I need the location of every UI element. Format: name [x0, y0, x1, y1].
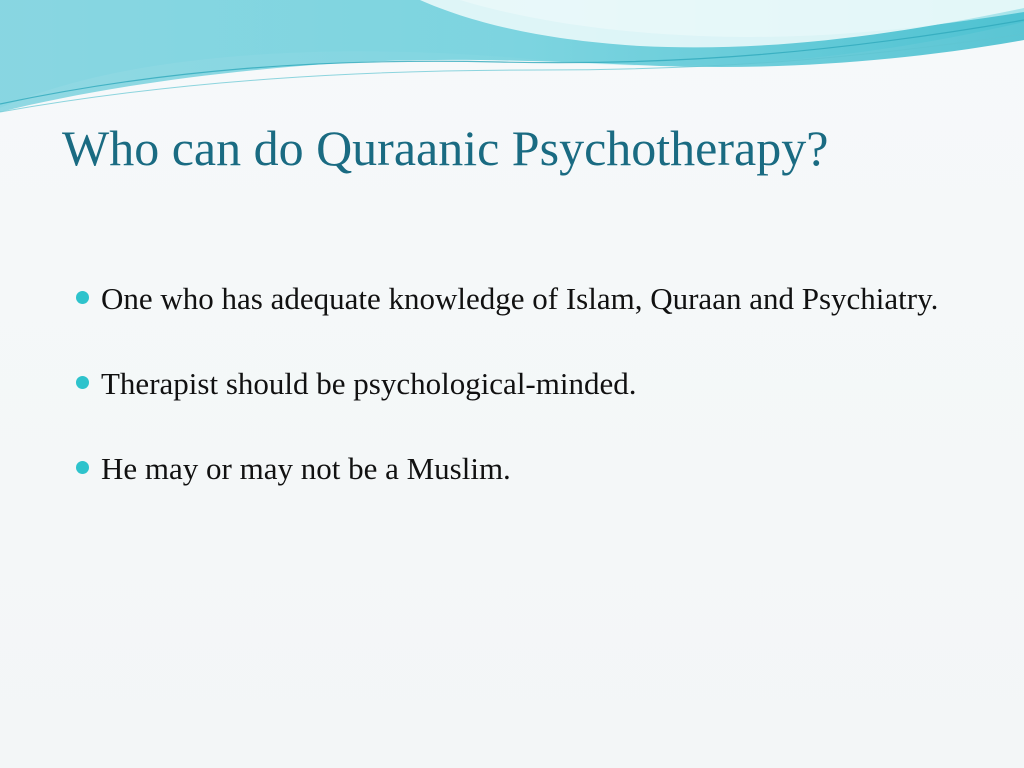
bullet-dot-icon: [76, 376, 89, 389]
bullet-text: One who has adequate knowledge of Islam, Quraan and Psychiatry.: [101, 281, 939, 316]
bullet-list: [72, 276, 972, 491]
bullet-dot-icon: [76, 291, 89, 304]
bullet-item: [72, 446, 972, 491]
bullet-text: Therapist should be psychological-minded.: [101, 366, 637, 401]
bullet-item: [72, 361, 972, 406]
bullet-dot-icon: [76, 461, 89, 474]
decorative-wave-header: [0, 0, 1024, 120]
slide-title: Who can do Quraanic Psychotherapy?: [62, 120, 829, 176]
bullet-text: He may or may not be a Muslim.: [101, 451, 511, 486]
bullet-item: [72, 276, 972, 321]
